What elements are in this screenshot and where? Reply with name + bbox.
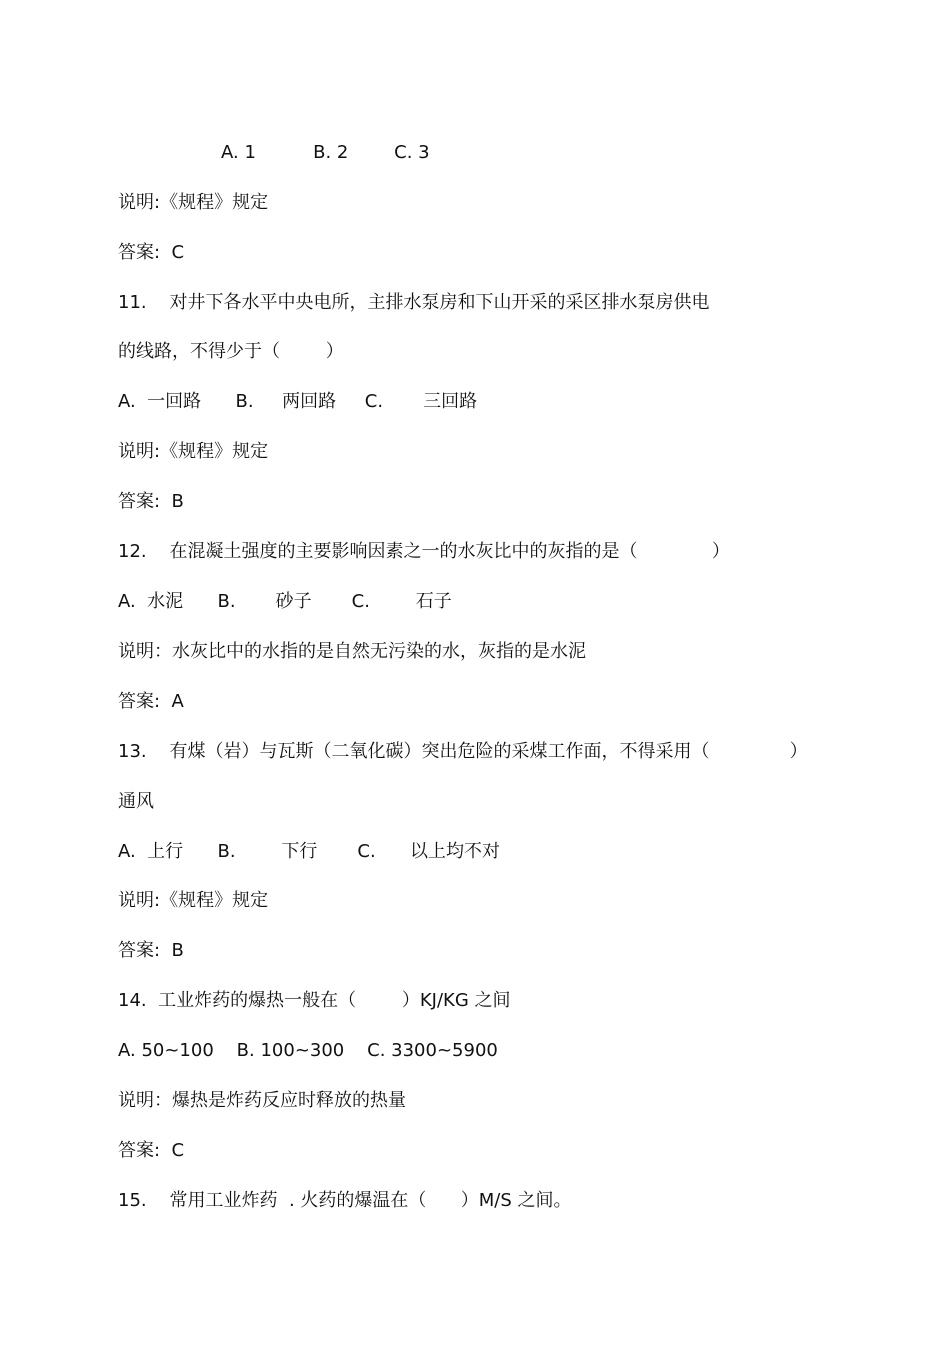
q13-question-continued: 通风 xyxy=(118,791,154,812)
q11-question: 11. 对井下各水平中央电所，主排水泵房和下山开采的采区排水泵房供电 xyxy=(118,292,710,313)
q11-answer: 答案: B xyxy=(118,491,184,512)
q14-answer: 答案: C xyxy=(118,1140,185,1161)
q13-answer: 答案: B xyxy=(118,940,184,961)
q14-options: A. 50~100 B. 100~300 C. 3300~5900 xyxy=(118,1040,498,1061)
q11-question-continued: 的线路，不得少于（ ） xyxy=(118,341,344,362)
q15-question: 15. 常用工业炸药 . 火药的爆温在（ ）M/S 之间。 xyxy=(118,1190,572,1211)
q10-explanation: 说明:《规程》规定 xyxy=(118,192,269,213)
q10-answer: 答案: C xyxy=(118,242,185,263)
q11-explanation: 说明:《规程》规定 xyxy=(118,441,269,462)
q12-options: A. 水泥 B. 砂子 C. 石子 xyxy=(118,591,452,612)
q10-options: A. 1 B. 2 C. 3 xyxy=(221,142,430,163)
q13-options: A. 上行 B. 下行 C. 以上均不对 xyxy=(118,841,501,862)
q13-explanation: 说明:《规程》规定 xyxy=(118,890,269,911)
q12-answer: 答案: A xyxy=(118,691,184,712)
q14-explanation: 说明：爆热是炸药反应时释放的热量 xyxy=(118,1090,406,1111)
q11-options: A. 一回路 B. 两回路 C. 三回路 xyxy=(118,391,478,412)
q14-question: 14. 工业炸药的爆热一般在（ ）KJ/KG 之间 xyxy=(118,990,511,1011)
q12-explanation: 说明：水灰比中的水指的是自然无污染的水，灰指的是水泥 xyxy=(118,641,586,662)
q12-question: 12. 在混凝土强度的主要影响因素之一的水灰比中的灰指的是（ ） xyxy=(118,541,730,562)
q13-question: 13. 有煤（岩）与瓦斯（二氧化碳）突出危险的采煤工作面，不得采用（ ） xyxy=(118,741,808,762)
